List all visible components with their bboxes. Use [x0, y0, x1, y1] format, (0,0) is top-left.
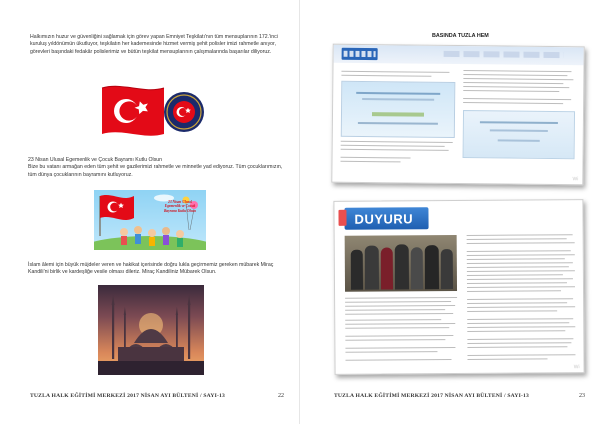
police-emblem-icon: [164, 92, 204, 132]
police-day-paragraph: Halkımızın huzur ve güvenliğini sağlamak için görev yapan Emniyet Teşkilatı'nın tüm mensuplarının 172.'inci kuruluş yıldönümün ükutluyor, teşkilatın her kademesinde hizmet vermiş şehit polisler imizi rahmetle anıyor, görevleri başındaki fedakâr polislerimiz ve bütün teşkilat mensuplarının çalışmalarında başarılar diliyoruz.: [30, 34, 278, 55]
right-footer: TUZLA HALK EĞİTİMİ MERKEZİ 2017 NİSAN AYI BÜLTENİ / SAYI-13: [334, 393, 530, 399]
mosque-sunset-image: [98, 285, 204, 375]
turkish-flag-icon: [98, 80, 210, 142]
news-clipping-1: Wi: [331, 44, 584, 186]
invitation-image: [341, 81, 456, 138]
duyuru-megaphone-icon: [338, 210, 346, 226]
right-page-number: 23: [579, 393, 585, 399]
group-photo: [345, 235, 457, 292]
april-23-paragraph: 23 Nisan Ulusal Egemenlik ve Çocuk Bayramı Kutlu Olsun Bize bu vatanı armağan eden tüm şehit ve gazilerimizi rahmetle ve minnetle yad ediyoruz. Tüm çocuklarımızın, tüm dünya çocuklarının bayramını kutluyoruz.: [28, 157, 283, 178]
invitation-card-image: [463, 110, 575, 159]
duyuru-banner: [344, 207, 428, 230]
duyuru-label: DUYURU: [354, 211, 414, 227]
mirac-kandili-paragraph: İslam âlemi için büyük müjdeler veren ve hakikat içerisinde doğru lukla geçirmemiz gereken mübarek Miraç Kandili'ni birlik ve kardeşliğe vesile olması dileriz. Miraç Kandiliniz Mübarek Olsun.: [28, 262, 274, 276]
children-poster-text: 23 Nisan Ulusal Egemenlik ve Çocuk Bayramı Kutlu Olsun: [164, 200, 196, 213]
mosque-icon: [98, 285, 204, 375]
children-festival-image: [94, 190, 206, 250]
flag-police-emblem-image: [98, 80, 210, 142]
left-footer: TUZLA HALK EĞİTİMİ MERKEZİ 2017 NİSAN AYI BÜLTENİ / SAYI-13: [30, 393, 226, 399]
press-header: BASINDA TUZLA HEM: [432, 33, 489, 39]
right-page: [300, 0, 600, 424]
left-page-number: 22: [278, 393, 284, 399]
news-clipping-2: DUYURU Wi: [333, 199, 584, 375]
